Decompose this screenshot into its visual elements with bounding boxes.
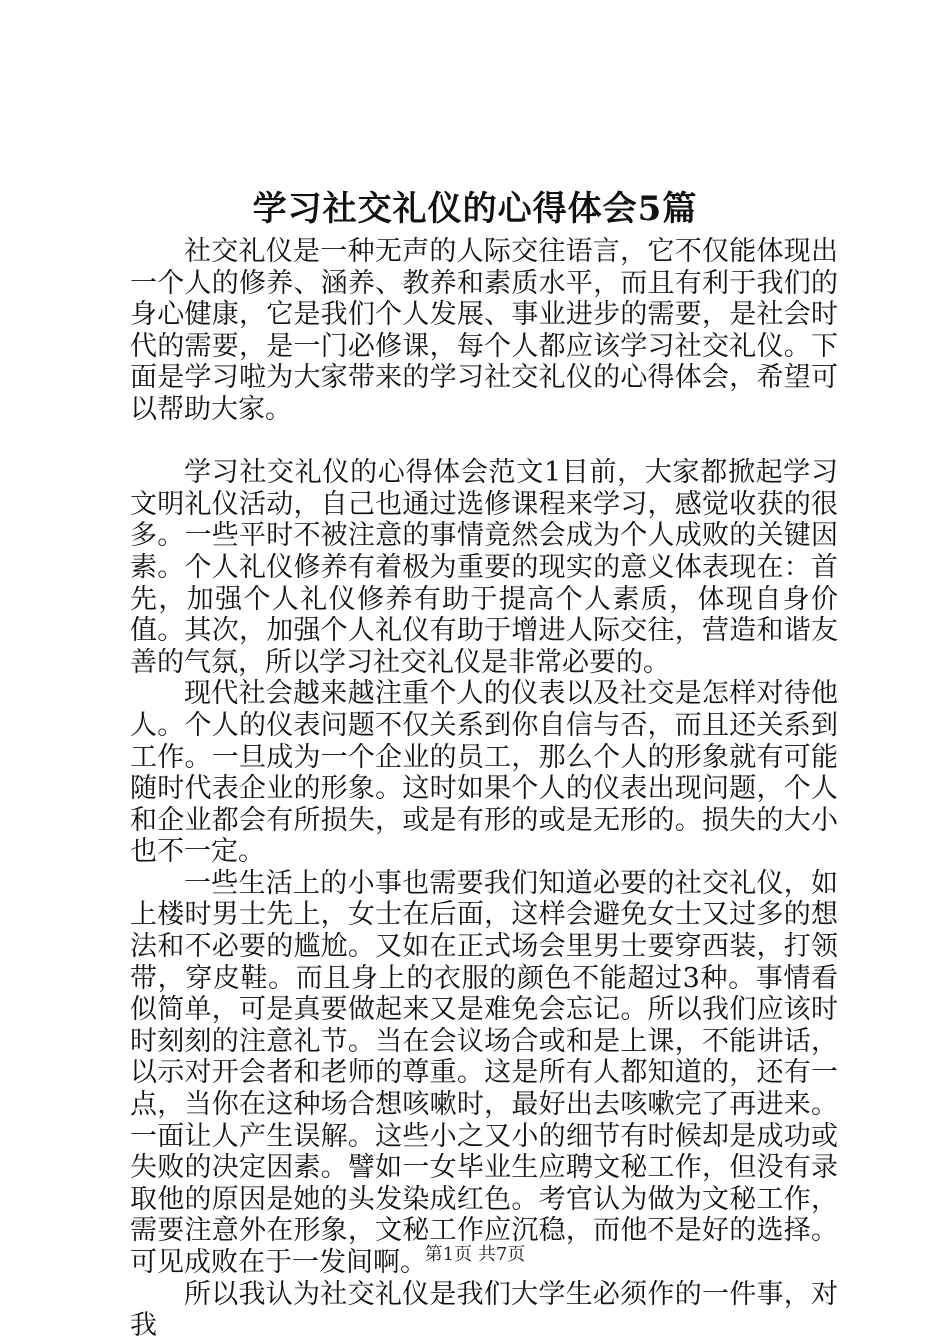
document-body <box>130 236 838 1342</box>
page-number-footer: 第1页 共7页 <box>424 1244 526 1265</box>
body-paragraph: 现代社会越来越注重个人的仪表以及社交是怎样对待他人。个人的仪表问题不仅关系到你自信与否，而且还关系到工作。一旦成为一个企业的员工，那么个人的形象就有可能随时代表企业的形象。这时如果个人的仪表出现问题，个人和企业都会有所损失，或是有形的或是无形的。损失的大小也不一定。 <box>130 678 838 868</box>
body-paragraph: 学习社交礼仪的心得体会范文1目前，大家都掀起学习文明礼仪活动，自己也通过选修课程来学习，感觉收获的很多。一些平时不被注意的事情竟然会成为个人成败的关键因素。个人礼仪修养有着极为重要的现实的意义体表现在：首先，加强个人礼仪修养有助于提高个人素质，体现自身价值。其次，加强个人礼仪有助于增进人际交往，营造和谐友善的气氛，所以学习社交礼仪是非常必要的。 <box>130 457 838 678</box>
document-title: 学习社交礼仪的心得体会5篇 <box>252 189 698 229</box>
intro-paragraph: 社交礼仪是一种无声的人际交往语言，它不仅能体现出一个人的修养、涵养、教养和素质水平，而且有利于我们的身心健康，它是我们个人发展、事业进步的需要，是社会时代的需要，是一门必修课，每个人都应该学习社交礼仪。下面是学习啦为大家带来的学习社交礼仪的心得体会，希望可以帮助大家。 <box>130 236 838 425</box>
body-paragraph: 所以我认为社交礼仪是我们大学生必须作的一件事，对我 <box>130 1278 838 1342</box>
body-paragraph: 一些生活上的小事也需要我们知道必要的社交礼仪，如上楼时男士先上，女士在后面，这样会避免女士又过多的想法和不必要的尴尬。又如在正式场会里男士要穿西装，打领带，穿皮鞋。而且身上的衣服的颜色不能超过3种。事情看似简单，可是真要做起来又是难免会忘记。所以我们应该时时刻刻的注意礼节。当在会议场合或和是上课，不能讲话，以示对开会者和老师的尊重。这是所有人都知道的，还有一点，当你在这种场合想咳嗽时，最好出去咳嗽完了再进来。一面让人产生误解。这些小之又小的细节有时候却是成功或失败的决定因素。譬如一女毕业生应聘文秘工作，但没有录取他的原因是她的头发染成红色。考官认为做为文秘工作，需要注意外在形象，文秘工作应沉稳，而他不是好的选择。可见成败在于一发间啊。 <box>130 867 838 1278</box>
